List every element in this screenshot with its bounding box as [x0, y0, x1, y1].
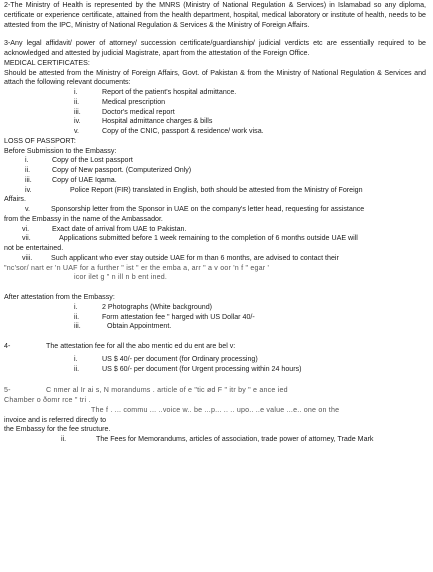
list-item: v. Sponsorship letter from the Sponsor in UAE on the company's letter head, requesting for assistance [25, 205, 365, 213]
medical-heading: MEDICAL CERTIFICATES: [4, 58, 90, 67]
passport-heading: LOSS OF PASSPORT: [4, 136, 76, 145]
list-item-continuation: "nc'sor/ nart er 'n UAF for a further " ist " er the emba a, arr " a v oor 'n f " egar ' [4, 263, 270, 272]
paragraph-3: 3-Any legal affidavit/ power of attorney/ succession certificate/guardianship/ judicial verdicts etc are essentially required to be acknowledged and attested by judicial Magistrate, apart from the attestation of the Foreign Office. [4, 39, 426, 57]
paragraph-4: 4- The attestation fee for all the abo mentic ed du ent are bel v: [4, 342, 236, 350]
paragraph-2: 2-The Ministry of Health is represented by the MNRS (Ministry of National Regulation & Services) in Islamabad so any diploma, certificate or experience certificate, attained from the health department, hospital, medical laboratory or institute of health, needs to be attested from the IPC, Ministry of National Regulation & Services & the Ministry of Foreign Affairs. [4, 1, 426, 29]
passport-intro: Before Submission to the Embassy: [4, 146, 117, 155]
paragraph-5-line: 5- C nmer al Ir ai s, N morandums . article of e "tic ød F " itr by " e ance ied [4, 386, 288, 395]
list-item: iv. Police Report (FIR) translated in English, both should be attested from the Ministry of Foreign [25, 185, 363, 194]
list-item-continuation: Affairs. [4, 195, 26, 204]
paragraph-5-line: invoice and is referred directly to [4, 415, 107, 424]
after-list [4, 303, 426, 332]
list-item: iv. Hospital admittance charges & bills [74, 117, 213, 126]
document [4, 1, 426, 445]
list-item: ii. Copy of New passport. (Computerized Only) [25, 166, 192, 174]
paragraph-5-line: Chamber o ðomr rce " tri . [4, 396, 91, 404]
list-item-continuation: from the Embassy in the name of the Ambassador. [4, 214, 163, 223]
list-item: iii. Doctor's medical report [74, 107, 175, 116]
paragraph-5-line: The f . ... commu ... ..voice w.. be ...p... .. .. upo.. ..e value ...e.. one on the [91, 405, 340, 414]
list-item: v. Copy of the CNIC, passport & residence/ work visa. [74, 127, 264, 135]
after-intro: After attestation from the Embassy: [4, 293, 115, 301]
list-item: i. US $ 40/- per document (for Ordinary processing) [74, 354, 258, 363]
passport-list [4, 156, 426, 283]
list-item-continuation: icor ilet g " n ill n b ent ined. [74, 273, 168, 282]
fee-list [4, 355, 426, 375]
list-item: iii. Copy of UAE Iqama. [25, 175, 117, 184]
list-item: viii. Such applicant who ever stay outside UAE for m than 6 months, are advised to contact their [22, 253, 339, 262]
paragraph-5-line: the Embassy for the fee structure. [4, 425, 111, 434]
medical-intro: Should be attested from the Ministry of Foreign Affairs, Govt. of Pakistan & from the Ministry of National Regulation & Services and attach the following relevant documents: [4, 68, 426, 87]
medical-list [4, 88, 426, 137]
list-item: ii. US $ 60/- per document (for Urgent processing within 24 hours) [74, 364, 302, 373]
list-item: i. 2 Photographs (White background) [74, 302, 213, 311]
list-item: ii. Medical prescription [74, 97, 166, 106]
list-item: vii. Applications submitted before 1 week remaining to the completion of 6 months outside UAE will [22, 234, 358, 243]
list-item: i. Copy of the Lost passport [25, 156, 133, 165]
list-item: ii. The Fees for Memorandums, articles of association, trade power of attorney, Trade Mark [61, 435, 374, 443]
paragraph-5 [4, 386, 426, 445]
list-item: ii. Form attestation fee " harged with US Dollar 40/- [74, 312, 255, 321]
list-item: iii. Obtain Appointment. [74, 322, 172, 331]
list-item: vi. Exact date of arrival from UAE to Pakistan. [22, 224, 187, 233]
list-item-continuation: not be entertained. [4, 244, 64, 252]
list-item: i. Report of the patient's hospital admittance. [74, 88, 237, 96]
